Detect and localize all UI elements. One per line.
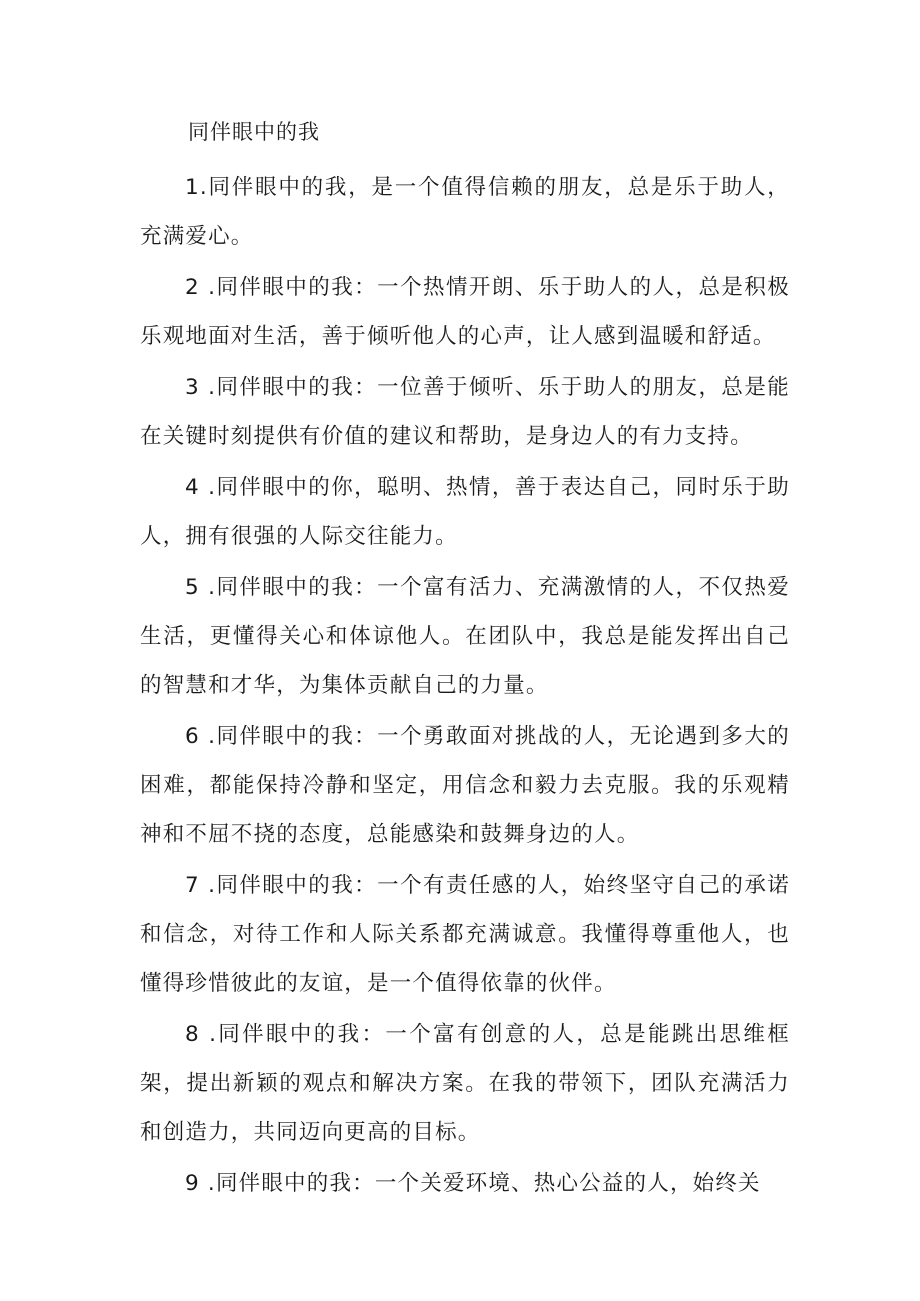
paragraph-9: 9 .同伴眼中的我：一个关爱环境、热心公益的人，始终关 — [185, 1171, 761, 1196]
paragraph-8: 8 .同伴眼中的我：一个富有创意的人，总是能跳出思维框架，提出新颖的观点和解决方案。在我的带领下，团队充满活力和创造力，共同迈向更高的目标。 — [140, 1022, 790, 1145]
paragraph-7: 7 .同伴眼中的我：一个有责任感的人，始终坚守自己的承诺和信念，对待工作和人际关系都充满诚意。我懂得尊重他人，也懂得珍惜彼此的友谊，是一个值得依靠的伙伴。 — [140, 873, 790, 996]
paragraph-4: 4 .同伴眼中的你，聪明、热情，善于表达自己，同时乐于助人，拥有很强的人际交往能力。 — [140, 475, 790, 549]
paragraph-2: 2 .同伴眼中的我：一个热情开朗、乐于助人的人，总是积极乐观地面对生活，善于倾听他人的心声，让人感到温暖和舒适。 — [140, 275, 790, 349]
paragraph-1: 1.同伴眼中的我，是一个值得信赖的朋友，总是乐于助人，充满爱心。 — [140, 175, 790, 249]
paragraph-5: 5 .同伴眼中的我：一个富有活力、充满激情的人，不仅热爱生活，更懂得关心和体谅他人。在团队中，我总是能发挥出自己的智慧和才华，为集体贡献自己的力量。 — [140, 575, 790, 698]
paragraph-6: 6 .同伴眼中的我：一个勇敢面对挑战的人，无论遇到多大的困难，都能保持冷静和坚定，用信念和毅力去克服。我的乐观精神和不屈不挠的态度，总能感染和鼓舞身边的人。 — [140, 724, 790, 847]
document-body — [140, 163, 790, 1210]
document-title: 同伴眼中的我 — [188, 120, 320, 144]
paragraph-3: 3 .同伴眼中的我：一位善于倾听、乐于助人的朋友，总是能在关键时刻提供有价值的建议和帮助，是身边人的有力支持。 — [140, 375, 790, 449]
